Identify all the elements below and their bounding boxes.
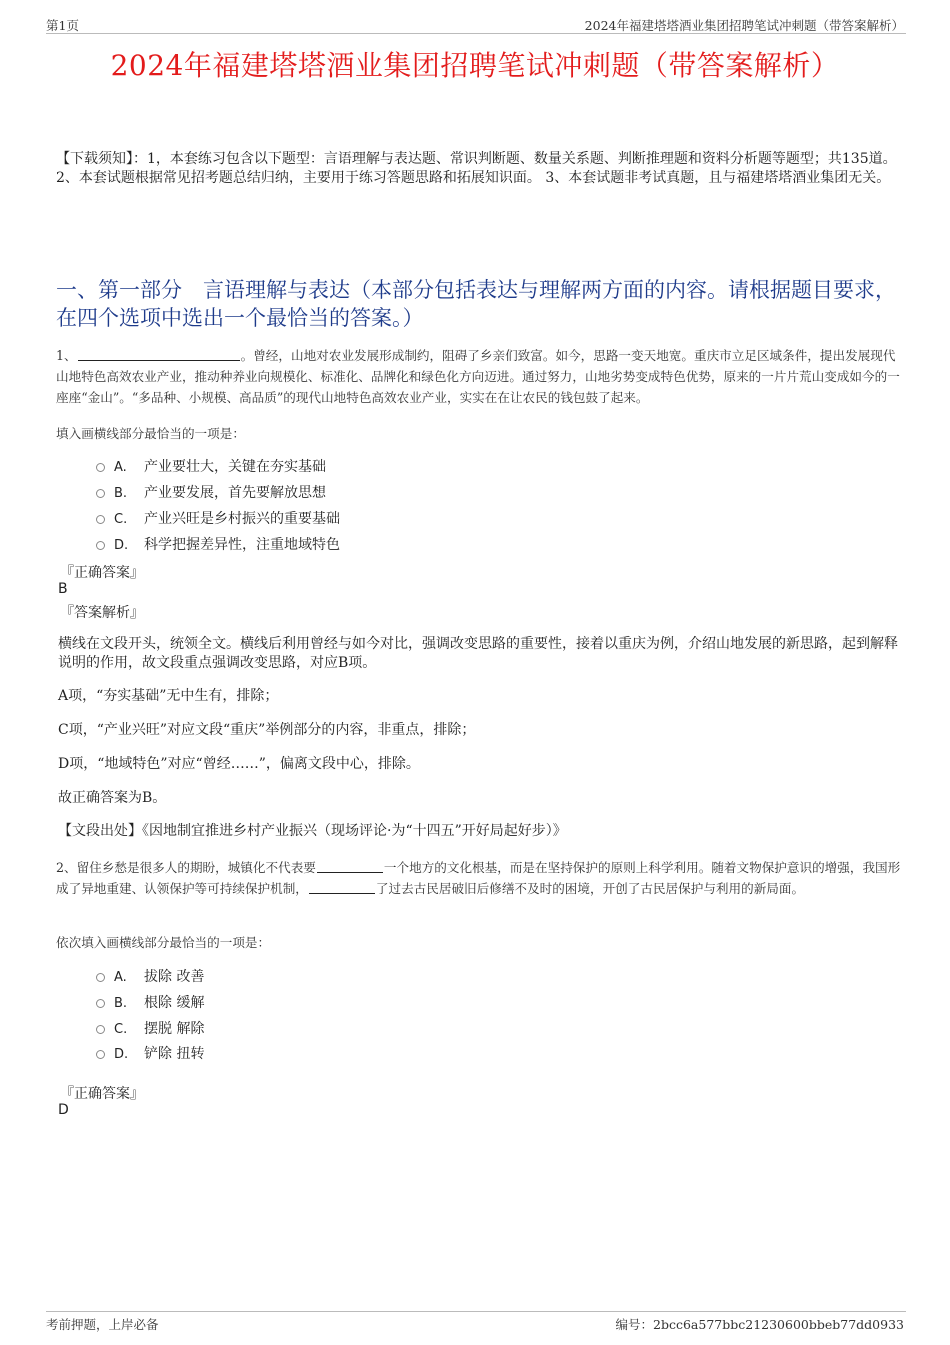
question-1-option-c[interactable]: C. 产业兴旺是乡村振兴的重要基础 (96, 508, 340, 528)
footer-doc-id: 编号：2bcc6a577bbc21230600bbeb77dd0933 (615, 1317, 904, 1332)
question-1-analysis-label: 『答案解析』 (60, 605, 144, 621)
section-heading: 一、第一部分 言语理解与表达（本部分包括表达与理解两方面的内容。请根据题目要求，在四个选项中选出一个最恰当的答案。） (56, 278, 896, 330)
question-1-analysis-c: C项，“产业兴旺”对应文段“重庆”举例部分的内容，非重点，排除； (58, 722, 476, 738)
question-1-source: 【文段出处】《因地制宜推进乡村产业振兴（现场评论·为“十四五”开好局起好步）》 (58, 823, 567, 839)
question-2-option-c[interactable]: C. 摆脱 解除 (96, 1018, 204, 1038)
question-2-blank-2 (309, 881, 375, 894)
radio-icon[interactable] (96, 515, 105, 524)
question-1-option-a[interactable]: A. 产业要壮大，关键在夯实基础 (96, 456, 326, 476)
radio-icon[interactable] (96, 973, 105, 982)
question-1-number: 1、 (56, 348, 77, 363)
page-header (46, 14, 906, 34)
question-2-stem: 2、留住乡愁是很多人的期盼，城镇化不代表要 一个地方的文化根基，而是在坚持保护的原则上科学利用。随着文物保护意识的增强，我国形成了异地重建、认领保护等可持续保护机制， 了过去古民居破旧后修缮不及时的困境，开创了古民居保护与利用的新局面。 (56, 860, 901, 896)
question-1-analysis-d: D项，“地域特色”对应“曾经……”，偏离文段中心，排除。 (58, 756, 420, 772)
question-1-prompt: 填入画横线部分最恰当的一项是： (56, 426, 245, 441)
question-1-answer: B (58, 581, 68, 597)
radio-icon[interactable] (96, 1050, 105, 1059)
question-2-answer-label: 『正确答案』 (60, 1086, 144, 1102)
radio-icon[interactable] (96, 489, 105, 498)
question-1-text: 。曾经，山地对农业发展形成制约，阻碍了乡亲们致富。如今，思路一变天地宽。重庆市立足区域条件，提出发展现代山地特色高效农业产业，推动种养业向规模化、标准化、品牌化和绿色化方向迈进。通过努力，山地劣势变成特色优势，原来的一片片荒山变成如今的一座座“金山”。“多品种、小规模、高品质”的现代山地特色高效农业产业，实实在在让农民的钱包鼓了起来。 (56, 348, 900, 405)
question-2-number: 2、 (56, 860, 77, 875)
question-1-blank (78, 348, 240, 361)
question-2-option-d[interactable]: D. 铲除 扭转 (96, 1043, 204, 1063)
question-1-analysis-a: A项，“夯实基础”无中生有，排除； (58, 688, 279, 704)
question-1-stem (56, 345, 902, 408)
header-doc-title: 2024年福建塔塔酒业集团招聘笔试冲刺题（带答案解析） (584, 18, 904, 33)
page-title: 2024年福建塔塔酒业集团招聘笔试冲刺题（带答案解析） (110, 49, 840, 82)
page-number: 第1页 (46, 18, 79, 33)
question-1-option-d[interactable]: D. 科学把握差异性，注重地域特色 (96, 534, 340, 554)
page-footer (46, 1311, 906, 1332)
question-2-prompt: 依次填入画横线部分最恰当的一项是： (56, 935, 271, 950)
question-1-conclusion: 故正确答案为B。 (58, 790, 167, 806)
radio-icon[interactable] (96, 541, 105, 550)
question-2-option-a[interactable]: A. 拔除 改善 (96, 966, 204, 986)
question-2-answer: D (58, 1102, 69, 1118)
question-1-analysis-para: 横线在文段开头，统领全文。横线后利用曾经与如今对比，强调改变思路的重要性，接着以重庆为例，介绍山地发展的新思路，起到解释说明的作用，故文段重点强调改变思路，对应B项。 (58, 636, 898, 671)
footer-slogan: 考前押题，上岸必备 (46, 1317, 159, 1332)
question-1-answer-label: 『正确答案』 (60, 565, 144, 581)
radio-icon[interactable] (96, 463, 105, 472)
question-1-option-b[interactable]: B. 产业要发展，首先要解放思想 (96, 482, 326, 502)
radio-icon[interactable] (96, 999, 105, 1008)
question-2-blank-1 (317, 860, 383, 873)
download-notice: 【下载须知】：1，本套练习包含以下题型：言语理解与表达题、常识判断题、数量关系题、判断推理题和资料分析题等题型；共135道。 2、本套试题根据常见招考题总结归纳，主要用于练习答题思路和拓展知识面。 3、本套试题非考试真题，且与福建塔塔酒业集团无关。 (56, 151, 897, 186)
question-2-option-b[interactable]: B. 根除 缓解 (96, 992, 204, 1012)
radio-icon[interactable] (96, 1025, 105, 1034)
